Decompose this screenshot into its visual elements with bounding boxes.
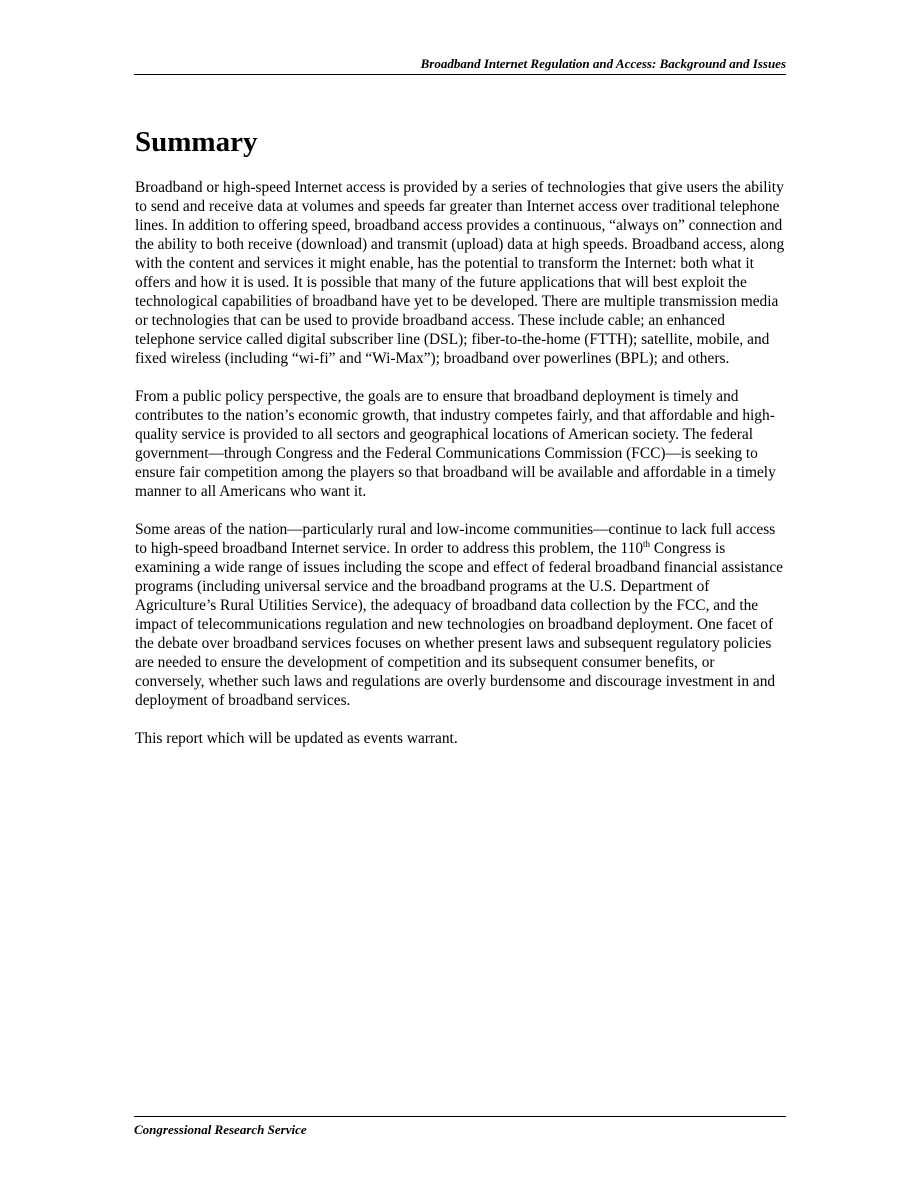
paragraph-4: This report which will be updated as events warrant. — [135, 730, 458, 747]
paragraph-1: Broadband or high-speed Internet access is provided by a series of technologies that give users the ability to send and receive data at volumes and speeds far greater than Internet access over traditional telephone lines. In addition to offering speed, broadband access provides a continuous, “always on” connection and the ability to both receive (download) and transmit (upload) data at high speeds. Broadband access, along with the content and services it might enable, has the potential to transform the Internet: both what it offers and how it is used. It is possible that many of the future applications that will best exploit the technological capabilities of broadband have yet to be developed. There are multiple transmission media or technologies that can be used to provide broadband access. These include cable; an enhanced telephone service called digital subscriber line (DSL); fiber-to-the-home (FTTH); satellite, mobile, and fixed wireless (including “wi-fi” and “Wi-Max”); broadband over powerlines (BPL); and others. — [135, 179, 785, 367]
summary-body — [135, 178, 786, 767]
paragraph-2: From a public policy perspective, the goals are to ensure that broadband deployment is timely and contributes to the nation’s economic growth, that industry competes fairly, and that affordable and high-quality service is provided to all sectors and geographical locations of American society. The federal government—through Congress and the Federal Communications Commission (FCC)—is seeking to ensure fair competition among the players so that broadband will be available and affordable in a timely manner to all Americans who want it. — [135, 388, 776, 500]
paragraph-3 — [135, 520, 786, 710]
ordinal-superscript: th — [643, 539, 651, 549]
page-footer: Congressional Research Service — [134, 1116, 786, 1139]
paragraph-3-text-end: Congress is examining a wide range of issues including the scope and effect of federal broadband financial assistance programs (including universal service and the broadband programs at the U.S. Department of Agriculture’s Rural Utilities Service), the adequacy of broadband data collection by the FCC, and the impact of telecommunications regulation and new technologies on broadband deployment. One facet of the debate over broadband services focuses on whether present laws and subsequent regulatory policies are needed to ensure the development of competition and its subsequent consumer benefits, or conversely, whether such laws and regulations are overly burdensome and discourage investment in and deployment of broadband services. — [135, 540, 784, 709]
page-title: Summary — [135, 126, 258, 158]
paragraph-3-text-start: Some areas of the nation—particularly rural and low-income communities—continue to lack full access to high-speed broadband Internet service. In order to address this problem, the 110 — [135, 521, 776, 557]
running-header: Broadband Internet Regulation and Access: Background and Issues — [134, 55, 786, 75]
